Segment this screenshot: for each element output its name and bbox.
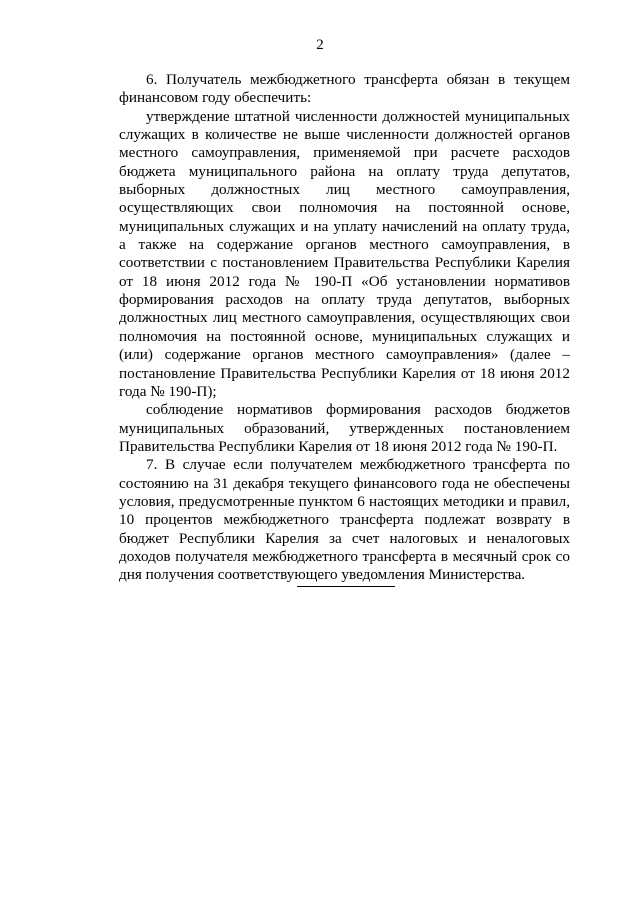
page-number: 2 xyxy=(316,37,324,53)
closing-separator-line xyxy=(297,586,395,587)
paragraph-norms-compliance: соблюдение нормативов формирования расходов бюджетов муниципальных образований, утвержденных постановлением Правительства Республики Карелия от 18 июня 2012 года № 190-П. xyxy=(119,401,570,455)
paragraph-item-6-intro: 6. Получатель межбюджетного трансферта обязан в текущем финансовом году обеспечить: xyxy=(119,71,570,107)
document-body xyxy=(119,71,570,585)
paragraph-item-7-refund: 7. В случае если получателем межбюджетного трансферта по состоянию на 31 декабря текущего финансового года не обеспечены условия, предусмотренные пунктом 6 настоящих методики и правил, 10 процентов межбюджетного трансферта подлежат возврату в бюджет Республики Карелия за счет налоговых и неналоговых доходов получателя межбюджетного трансферта в месячный срок со дня получения соответствующего уведомления Министерства. xyxy=(119,456,570,584)
paragraph-staffing-requirement: утверждение штатной численности должностей муниципальных служащих в количестве не выше численности должностей органов местного самоуправления, применяемой при расчете расходов бюджета муниципального района на оплату труда депутатов, выборных должностных лиц местного самоуправления, осуществляющих свои полномочия на постоянной основе, муниципальных служащих и на уплату начислений на оплату труда, а также на содержание органов местного самоуправления, в соответствии с постановлением Правительства Республики Карелия от 18 июня 2012 года № 190-П «Об установлении нормативов формирования расходов на оплату труда депутатов, выборных должностных лиц местного самоуправления, осуществляющих свои полномочия на постоянной основе, муниципальных служащих и (или) содержание органов местного самоуправления» (далее – постановление Правительства Республики Карелия от 18 июня 2012 года № 190-П); xyxy=(119,107,570,400)
